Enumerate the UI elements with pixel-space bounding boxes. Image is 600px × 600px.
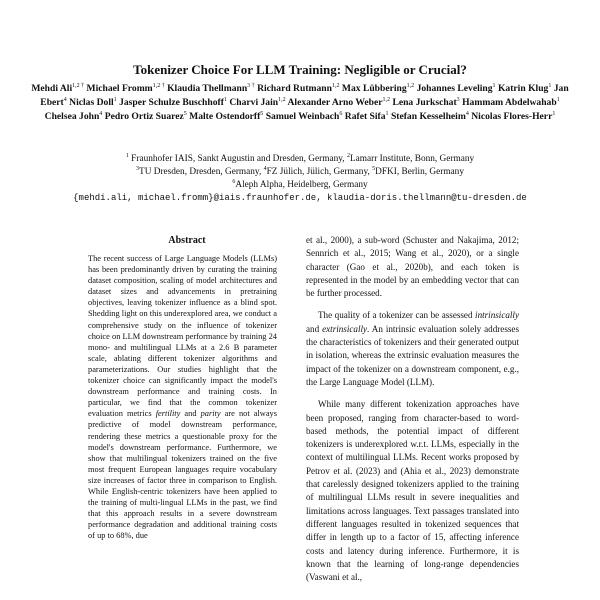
author-affiliation-mark: 1,2 † <box>152 83 165 89</box>
author-affiliation-mark: 1 <box>556 97 560 104</box>
author-name: Samuel Weinbach <box>265 111 340 123</box>
author-affiliation-mark: 1,2 <box>331 83 340 89</box>
author-affiliation-mark: 5 <box>260 111 264 118</box>
author-affiliation-mark: 1 <box>552 111 556 118</box>
author-affiliation-mark: 5 <box>183 111 187 118</box>
body-paragraph: et al., 2000), a sub-word (Schuster and Nakajima, 2012; Sennrich et al., 2015; Wang et al., 2020), or a single character (Gao et al., 2020b), and each token is represented in the model by an embedding vector that can be further processed. <box>306 235 519 299</box>
author-name: Michael Fromm <box>86 83 153 94</box>
author-affiliation-mark: 1,2 <box>382 97 391 104</box>
author-affiliation-mark: 3 <box>456 97 460 104</box>
author-affiliation-mark: 6 <box>339 111 343 118</box>
affiliation-line-3: $^6$Aleph Alpha, Heidelberg, Germany <box>232 179 368 190</box>
author-list <box>30 82 570 125</box>
author-name: Hammam Abdelwahab <box>462 97 557 109</box>
author-name: Richard Rutmann <box>257 83 332 94</box>
author-name: Niclas Doll <box>69 97 114 109</box>
paper-title: Tokenizer Choice For LLM Training: Negligible or Crucial? <box>133 62 467 77</box>
author-name: Jan Ebert <box>40 83 569 109</box>
author-affiliation-mark: 1 <box>492 83 496 89</box>
author-affiliation-mark: 4 <box>63 97 67 104</box>
author-affiliation-mark: 1,2 <box>406 83 415 89</box>
author-affiliation-mark: 3 † <box>247 83 255 89</box>
author-affiliation-mark: 1 <box>385 111 389 118</box>
author-name: Mehdi Ali <box>31 83 73 94</box>
author-name: Alexander Arno Weber <box>287 97 383 109</box>
affiliation-line-2: $^3$TU Dresden, Dresden, Germany, $^4$FZ Jülich, Jülich, Germany, $^5$DFKI, Berlin, Germany <box>136 166 464 177</box>
author-name: Charvi Jain <box>229 97 279 109</box>
author-affiliation-mark: 1 <box>223 97 227 104</box>
author-name: Chelsea John <box>44 111 100 123</box>
author-name: Malte Ostendorff <box>189 111 261 123</box>
author-name: Stefan Kesselheim <box>390 111 466 123</box>
author-affiliation-mark: 4 <box>99 111 103 118</box>
body-paragraph: While many different tokenization approaches have been proposed, ranging from character-based to word-based methods, the potential impact of different tokenizers is underexplored w.r.t. LLMs, especially in the context of multilingual LLMs. Recent works proposed by Petrov et al. (2023) and (Ahia et al., 2023) demonstrate that carelessly designed tokenizers applied to the training of multilingual LLMs result in severe inequalities and limitations across languages. Text passages translated into different languages resulted in tokenized sequences that differ in length up to a factor of 15, affecting inference costs and latency during inference. Furthermore, it is known that the learning of long-range dependencies (Vaswani et al., <box>306 399 519 583</box>
author-name: Katrin Klug <box>497 83 549 94</box>
author-affiliation-mark: 1,2 <box>278 97 286 104</box>
author-name: Klaudia Thellmann <box>167 83 248 94</box>
author-affiliation-mark: 1 <box>113 97 117 104</box>
abstract-text: The recent success of Large Language Models (LLMs) has been predominantly driven by curating the training dataset composition, scaling of model architectures and dataset sizes and advancements in pretraining objectives, leaving tokenizer influence as a blind spot. Shedding light on this underexplored area, we conduct a comprehensive study on the influence of tokenizer choice on LLM downstream performance by training 24 mono- and multilingual LLMs at a 2.6 B parameter scale, ablating different tokenizer algorithms and parameterizations. Our studies highlight that the tokenizer choice can significantly impact the model's downstream performance and training costs. In particular, we find that the common tokenizer evaluation metrics fertility and parity are not always predictive of model downstream performance, rendering these metrics a questionable proxy for the model's downstream performance. Furthermore, we show that multilingual tokenizers trained on the five most frequent European languages require vocabulary size increases of factor three in comparison to English. While English-centric tokenizers have been applied to the training of multi-lingual LLMs in the past, we find that this approach results in a severe downstream performance degradation and additional training costs of up to 68%, due <box>88 254 278 541</box>
abstract-heading: Abstract <box>168 235 206 246</box>
author-name: Johannes Leveling <box>416 83 493 94</box>
affiliation-line-1: $^1$ Fraunhofer IAIS, Sankt Augustin and Dresden, Germany, $^2$Lamarr Institute, Bonn, Germany <box>125 153 475 164</box>
affiliations <box>20 153 580 205</box>
author-affiliation-mark: 4 <box>465 111 469 118</box>
body-right-column <box>306 234 519 593</box>
author-affiliation-mark: 1 <box>548 83 552 89</box>
body-paragraph: The quality of a tokenizer can be assessed intrinsically and extrinsically. An intrinsic evaluation solely addresses the characteristics of tokenizers and their generated output in isolation, whereas the extrinsic evaluation measures the impact of the tokenizer on a downstream component, e.g., the Large Language Model (LLM). <box>306 310 519 387</box>
author-name: Lena Jurkschat <box>392 97 457 109</box>
author-name: Nicolas Flores-Herr <box>471 111 553 123</box>
author-affiliation-mark: 1,2 † <box>72 83 85 89</box>
author-name: Pedro Ortiz Suarez <box>104 111 184 123</box>
author-emails[interactable]: {mehdi.ali, michael.fromm}@iais.fraunhofer.de, klaudia-doris.thellmann@tu-dresden.de <box>73 193 527 203</box>
author-name: Jasper Schulze Buschhoff <box>119 97 224 109</box>
author-name: Rafet Sifa <box>344 111 386 123</box>
author-name: Max Lübbering <box>341 83 407 94</box>
